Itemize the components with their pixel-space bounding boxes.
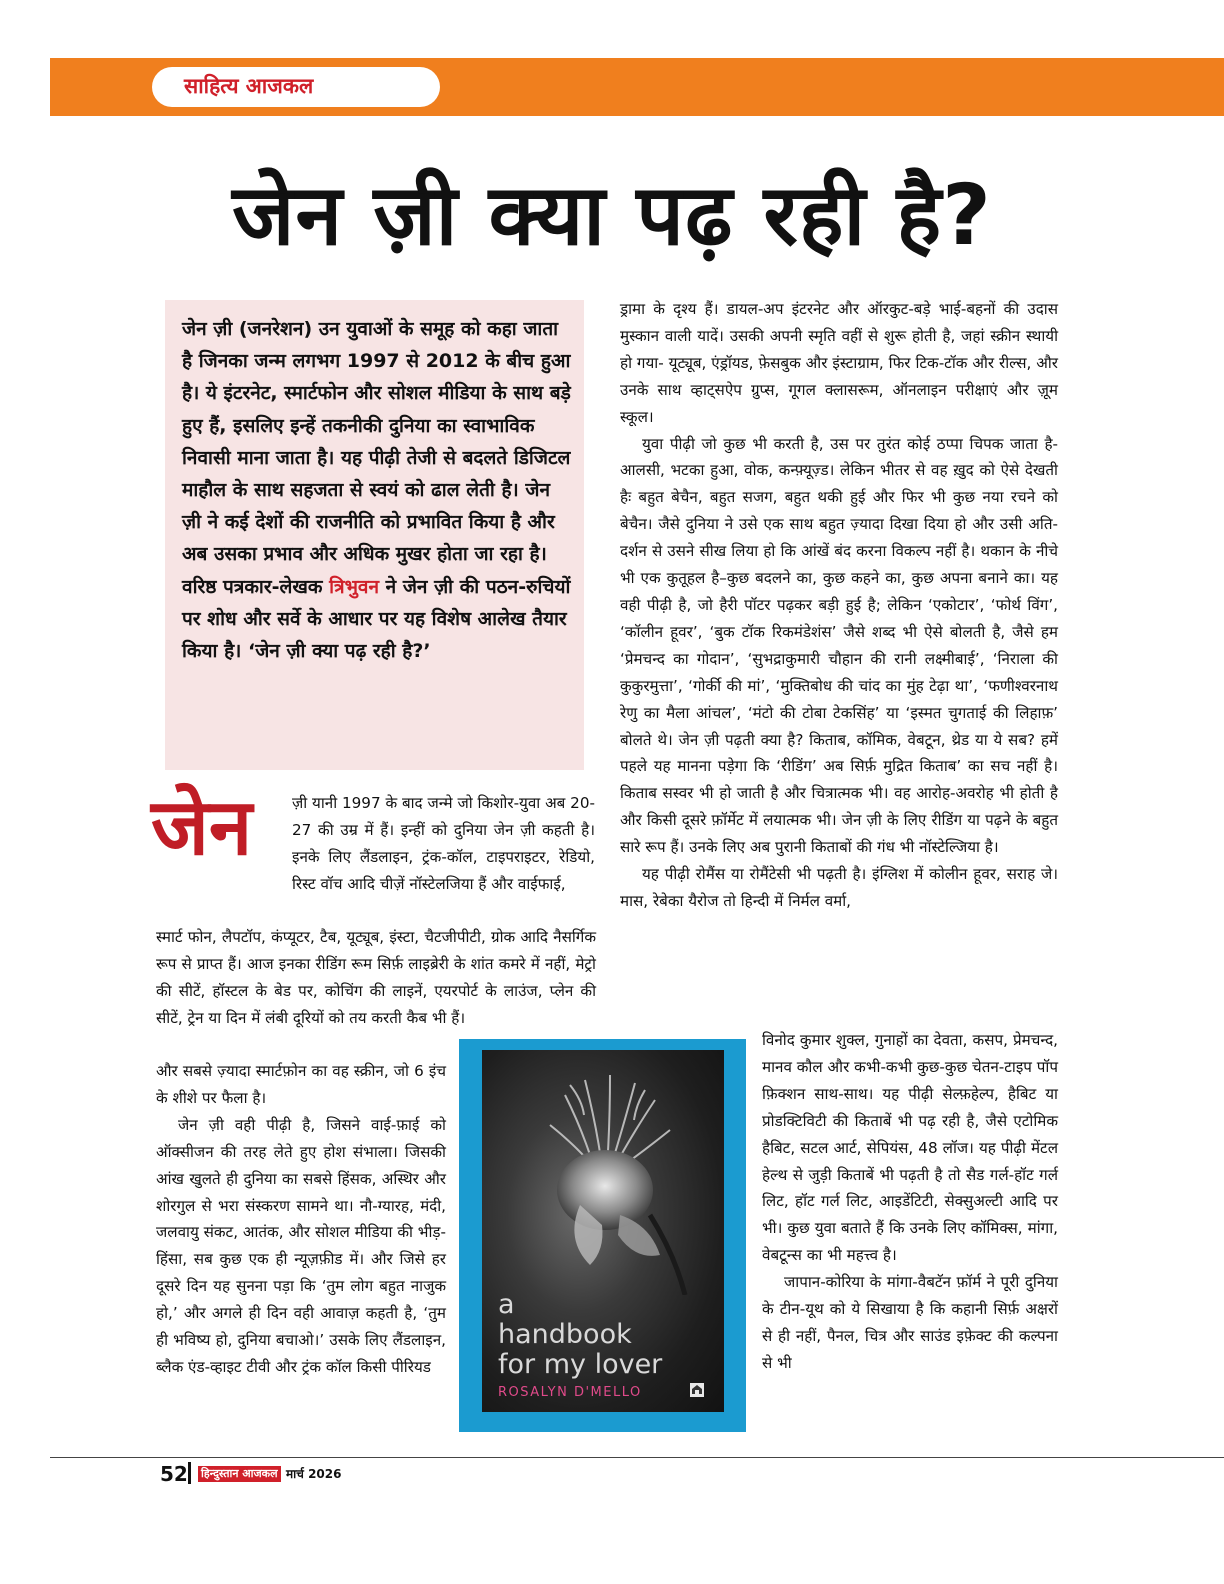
book-title-line: handbook — [498, 1319, 632, 1350]
intro-text-part2: ने जेन ज़ी की पठन-रुचियों पर शोध और सर्वे के आधार पर यह विशेष आलेख तैयार किया है। ‘जेन ज़ी क्या पढ़ रही है?’ — [182, 575, 571, 663]
right-column-narrow — [762, 1027, 1058, 1377]
dropcap-word: जेन — [151, 783, 253, 873]
paragraph: जापान-कोरिया के मांगा-वैबटॅन फ़ॉर्म ने पूरी दुनिया के टीन-यूथ को ये सिखाया है कि कहानी सिर्फ़ अक्षरों से ही नहीं, पैनल, चित्र और साउंड इफ़ेक्ट की कल्पना से भी — [762, 1273, 1058, 1372]
book-title-line: for my lover — [498, 1349, 663, 1380]
paragraph: विनोद कुमार शुक्ल, गुनाहों का देवता, कसप, प्रेमचन्द, मानव कौल और कभी-कभी कुछ-कुछ चेतन-टाइप पॉप फ़िक्शन साथ-साथ। यह पीढ़ी सेल्फ़हेल्प, हैबिट या प्रोडक्टिविटी की किताबें भी पढ़ रही है, जैसे एटोमिक हैबिट, सटल आर्ट, सेपियंस, 48 लॉज। यह पीढ़ी मेंटल हेल्थ से जुड़ी किताबें भी पढ़ती है तो सैड गर्ल-हॉट गर्ल लिट, हॉट गर्ल लिट, आइडेंटिटी, सेक्सुअल्टी आदि पर भी। कुछ युवा बताते हैं कि उनके लिए कॉमिक्स, मांगा, वेबटून्स का भी महत्त्व है। — [762, 1031, 1058, 1265]
publisher-logo-icon — [690, 1383, 704, 1397]
paragraph: ज़ी यानी 1997 के बाद जन्मे जो किशोर-युवा अब 20-27 की उम्र में हैं। इन्हीं को दुनिया जेन ज़ी कहती है। इनके लिए लैंडलाइन, ट्रंक-कॉल, टाइपराइटर, रेडियो, रिस्ट वॉच आदि चीज़ें नॉस्टेलजिया हैं और वाईफाई, — [292, 794, 595, 893]
left-column-narrow — [156, 1058, 446, 1381]
left-column-full — [156, 924, 596, 1032]
article-headline: जेन ज़ी क्या पढ़ रही है? — [232, 166, 992, 264]
book-title — [498, 1290, 718, 1380]
issue-date: मार्च 2026 — [286, 1467, 342, 1481]
left-column-beside-dropcap — [292, 790, 595, 898]
paragraph: और सबसे ज़्यादा स्मार्टफ़ोन का वह स्क्रीन, जो 6 इंच के शीशे पर फैला है। — [156, 1062, 446, 1107]
paragraph: युवा पीढ़ी जो कुछ भी करती है, उस पर तुरंत कोई ठप्पा चिपक जाता है- आलसी, भटका हुआ, वोक, कन्फ़्यूज़्ड। लेकिन भीतर से वह ख़ुद को ऐसे देखती हैः बहुत बेचैन, बहुत सजग, बहुत थकी हुई और फिर भी कुछ नया रचने को बेचैन। जैसे दुनिया ने उसे एक साथ बहुत ज़्यादा दिखा दिया हो और उसी अति-दर्शन से उसने सीख लिया हो कि आंखें बंद करना विकल्प नहीं है। थकान के नीचे भी एक कुतूहल है–कुछ बदलने का, कुछ कहने का, कुछ अपना बनाने का। यह वही पीढ़ी है, जो हैरी पॉटर पढ़कर बड़ी हुई है; लेकिन ‘एकोटार’, ‘फोर्थ विंग’, ‘कॉलीन हूवर’, ‘बुक टॉक रिकमंडेशंस’ जैसे शब्द भी ऐसे बोलती है, जैसे हम ‘प्रेमचन्द का गोदान’, ‘सुभद्राकुमारी चौहान की रानी लक्ष्मीबाई’, ‘निराला की कुकुरमुत्ता’, ‘गोर्की की मां’, ‘मुक्तिबोध की चांद का मुंह टेढ़ा था’, ‘फणीश्वरनाथ रेणु का मैला आंचल’, ‘मंटो की टोबा टेकसिंह’ या ‘इस्मत चुगताई की लिहाफ़’ बोलते थे। जेन ज़ी पढ़ती क्या है? किताब, कॉमिक, वेबटून, थ्रेड या ये सब? हमें पहले यह मानना पड़ेगा कि ‘रीडिंग’ अब सिर्फ़ मुद्रित किताब’ का सच नहीं है। किताब सस्वर भी हो जाती है और चित्रात्मक भी। वह आरोह-अवरोह भी होती है और किसी दूसरे फ़ॉर्मेट में लयात्मक भी। जेन ज़ी के लिए रीडिंग या पढ़ने के बहुत सारे रूप हैं। उनके लिए अब पुरानी किताबों की गंध भी नॉस्टेल्जिया है। — [620, 434, 1058, 857]
book-author: ROSALYN D'MELLO — [498, 1385, 642, 1400]
author-name: त्रिभुवन — [329, 575, 380, 598]
flower-illustration — [510, 1065, 710, 1295]
paragraph: स्मार्ट फोन, लैपटॉप, कंप्यूटर, टैब, यूट्यूब, इंस्टा, चैटजीपीटी, ग्रोक आदि नैसर्गिक रूप से प्राप्त हैं। आज इनका रीडिंग रूम सिर्फ़ लाइब्रेरी के शांत कमरे में नहीं, मेट्रो की सीटें, हॉस्टल के बेड पर, कोचिंग की लाइनें, एयरपोर्ट के लाउंज, प्लेन की सीटें, ट्रेन या दिन में लंबी दूरियों को तय करती कैब भी हैं। — [156, 928, 596, 1027]
footer-rule — [50, 1457, 1224, 1458]
intro-text-part1: जेन ज़ी (जनरेशन) उन युवाओं के समूह को कहा जाता है जिनका जन्म लगभग 1997 से 2012 के बीच हुआ है। ये इंटरनेट, स्मार्टफोन और सोशल मीडिया के साथ बड़े हुए हैं, इसलिए इन्हें तकनीकी दुनिया का स्वाभाविक निवासी माना जाता है। यह पीढ़ी तेजी से बदलते डिजिटल माहौल के साथ सहजता से स्वयं को ढाल लेती है। जेन ज़ी ने कई देशों की राजनीति को प्रभावित किया है और अब उसका प्रभाव और अधिक मुखर होता जा रहा है। वरिष्ठ पत्रकार-लेखक — [182, 318, 571, 598]
section-label: साहित्य आजकल — [184, 74, 314, 98]
magazine-logo: हिन्दुस्तान आजकल — [198, 1466, 281, 1482]
right-column — [620, 296, 1058, 915]
paragraph: यह पीढ़ी रोमैंस या रोमैंटेसी भी पढ़ती है। इंग्लिश में कोलीन हूवर, सराह जे। मास, रेबेका यैरोज तो हिन्दी में निर्मल वर्मा, — [620, 865, 1058, 910]
book-title-line: a — [498, 1289, 515, 1320]
paragraph: जेन ज़ी वही पीढ़ी है, जिसने वाई-फ़ाई को ऑक्सीजन की तरह लेते हुए होश संभाला। जिसकी आंख खुलते ही दुनिया का सबसे हिंसक, अस्थिर और शोरगुल से भरा संस्करण सामने था। नौ-ग्यारह, मंदी, जलवायु संकट, आतंक, और सोशल मीडिया की भीड़-हिंसा, सब कुछ एक ही न्यूज़फ़ीड में। और जिसे हर दूसरे दिन यह सुनना पड़ा कि ‘तुम लोग बहुत नाजुक हो,’ और अगले ही दिन वही आवाज़ कहती है, ‘तुम ही भविष्य हो, दुनिया बचाओ।’ उसके लिए लैंडलाइन, ब्लैक एंड-व्हाइट टीवी और ट्रंक कॉल किसी पीरियड — [156, 1115, 446, 1376]
page-number: 52 — [160, 1462, 188, 1486]
footer-separator — [188, 1462, 191, 1484]
paragraph: ड्रामा के दृश्य हैं। डायल-अप इंटरनेट और ऑरकुट-बड़े भाई-बहनों की उदास मुस्कान वाली यादें। उसकी अपनी स्मृति वहीं से शुरू होती है, जहां स्क्रीन स्थायी हो गया- यूट्यूब, एंड्रॉयड, फ़ेसबुक और इंस्टाग्राम, फिर टिक-टॉक और रील्स, और उनके साथ व्हाट्सऐप ग्रुप्स, गूगल क्लासरूम, ऑनलाइन परीक्षाएं और ज़ूम स्कूल। — [620, 300, 1058, 426]
intro-text — [182, 313, 572, 667]
